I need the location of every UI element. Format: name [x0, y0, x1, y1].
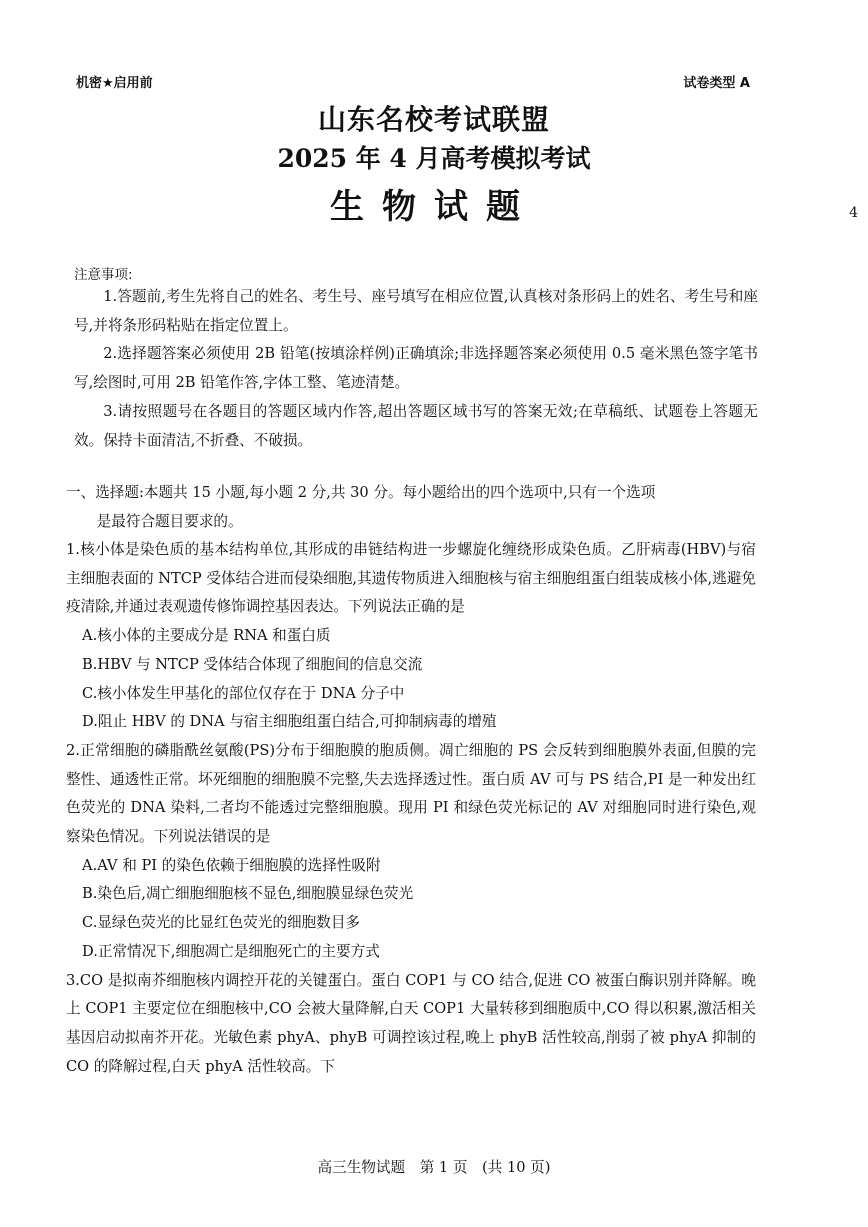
question-2	[66, 737, 756, 967]
margin-number: 4	[849, 205, 858, 221]
option-c: C.核小体发生甲基化的部位仅存在于 DNA 分子中	[82, 684, 405, 702]
exam-date-title: 2025 年 4 月高考模拟考试	[277, 144, 591, 173]
section-heading-line1: 一、选择题:本题共 15 小题,每小题 2 分,共 30 分。每小题给出的四个选项中,只有一个选项	[66, 484, 656, 501]
question-1	[66, 536, 756, 737]
option-b: B.HBV 与 NTCP 受体结合体现了细胞间的信息交流	[82, 655, 423, 673]
question-list	[66, 536, 756, 1081]
notice-heading: 注意事项:	[74, 267, 133, 283]
notice-item: 1.答题前,考生先将自己的姓名、考生号、座号填写在相应位置,认真核对条形码上的姓名、考生号和座号,并将条形码粘贴在指定位置上。	[74, 288, 758, 334]
page-footer: 高三生物试题 第 1 页 (共 10 页)	[317, 1159, 551, 1176]
section-heading-line2: 是最符合题目要求的。	[96, 512, 243, 530]
option-d: D.正常情况下,细胞凋亡是细胞死亡的主要方式	[82, 942, 380, 960]
section-heading	[66, 479, 768, 536]
confidential-label: 机密★启用前	[76, 76, 153, 91]
notice-list	[74, 283, 758, 455]
question-stem: 3.CO 是拟南芥细胞核内调控开花的关键蛋白。蛋白 COP1 与 CO 结合,促进 CO 被蛋白酶识别并降解。晚上 COP1 主要定位在细胞核中,CO 会被大量降解,白天 COP1 大量转移到细胞质中,CO 得以积累,激活相关基因启动拟南芥开花。光敏色素 phyA、phyB 可调控该过程,晚上 phyB 活性较高,削弱了被 phyA 抑制的 CO 的降解过程,白天 phyA 活性较高。下	[66, 971, 756, 1075]
option-a: A.AV 和 PI 的染色依赖于细胞膜的选择性吸附	[82, 856, 381, 874]
paper-type-label: 试卷类型 A	[683, 76, 750, 91]
notice-item: 2.选择题答案必须使用 2B 铅笔(按填涂样例)正确填涂;非选择题答案必须使用 0.5 毫米黑色签字笔书写,绘图时,可用 2B 铅笔作答,字体工整、笔迹清楚。	[74, 345, 758, 392]
option-c: C.显绿色荧光的比显红色荧光的细胞数目多	[82, 914, 361, 932]
subject-title: 生物试题	[330, 187, 538, 227]
option-d: D.阻止 HBV 的 DNA 与宿主细胞组蛋白结合,可抑制病毒的增殖	[82, 713, 497, 731]
question-stem: 1.核小体是染色质的基本结构单位,其形成的串链结构进一步螺旋化缠绕形成染色质。乙肝病毒(HBV)与宿主细胞表面的 NTCP 受体结合进而侵染细胞,其遗传物质进入细胞核与宿主细胞组蛋白组装成核小体,逃避免疫清除,并通过表观遗传修饰调控基因表达。下列说法正确的是	[66, 541, 756, 616]
exam-alliance-title: 山东名校考试联盟	[317, 103, 550, 136]
notice-item: 3.请按照题号在各题目的答题区域内作答,超出答题区域书写的答案无效;在草稿纸、试题卷上答题无效。保持卡面清洁,不折叠、不破损。	[74, 402, 758, 449]
option-a: A.核小体的主要成分是 RNA 和蛋白质	[82, 627, 331, 645]
question-3	[66, 967, 756, 1082]
option-b: B.染色后,凋亡细胞细胞核不显色,细胞膜显绿色荧光	[82, 885, 414, 903]
question-stem: 2.正常细胞的磷脂酰丝氨酸(PS)分布于细胞膜的胞质侧。凋亡细胞的 PS 会反转到细胞膜外表面,但膜的完整性、通透性正常。坏死细胞的细胞膜不完整,失去选择透过性。蛋白质 AV 可与 PS 结合,PI 是一种发出红色荧光的 DNA 染料,二者均不能透过完整细胞膜。现用 PI 和绿色荧光标记的 AV 对细胞同时进行染色,观察染色情况。下列说法错误的是	[66, 741, 756, 846]
